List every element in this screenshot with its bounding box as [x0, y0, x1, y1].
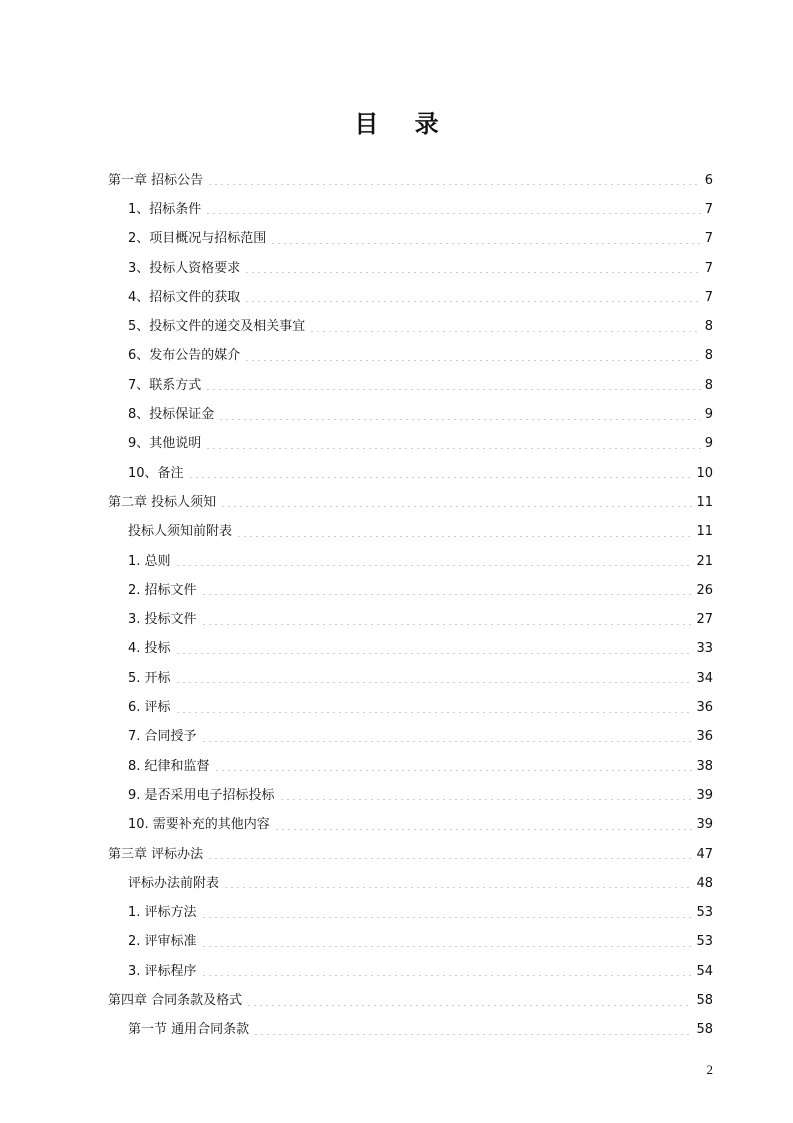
toc-entry-label: 第一章 招标公告: [108, 172, 204, 188]
toc-entry-page: 8: [704, 377, 713, 393]
toc-entry-page: 54: [696, 963, 713, 979]
toc-dot-leader: [175, 653, 693, 654]
toc-entry[interactable]: [128, 576, 713, 605]
toc-dot-leader: [236, 536, 692, 537]
toc-dot-leader: [309, 331, 700, 332]
toc-entry-label: 3. 投标文件: [128, 612, 197, 628]
toc-entry-label: 8. 纪律和监督: [128, 758, 210, 774]
toc-entry-page: 7: [704, 201, 713, 217]
toc-entry-label: 1. 评标方法: [128, 905, 197, 921]
toc-dot-leader: [175, 565, 693, 566]
toc-entry-page: 27: [696, 612, 713, 628]
toc-entry[interactable]: [108, 840, 713, 869]
toc-dot-leader: [244, 272, 700, 273]
toc-entry-page: 58: [696, 1022, 713, 1038]
toc-entry[interactable]: [128, 547, 713, 576]
toc-entry-label: 评标办法前附表: [128, 875, 220, 891]
toc-dot-leader: [205, 213, 700, 214]
toc-dot-leader: [207, 184, 701, 185]
toc-entry[interactable]: [128, 518, 713, 547]
toc-entry-page: 48: [696, 875, 713, 891]
toc-entry[interactable]: [128, 635, 713, 664]
toc-entry-page: 39: [696, 787, 713, 803]
toc-entry-page: 8: [704, 348, 713, 364]
toc-entry[interactable]: [128, 928, 713, 957]
toc-entry-label: 第三章 评标办法: [108, 846, 204, 862]
toc-entry-page: 34: [696, 670, 713, 686]
toc-dot-leader: [201, 975, 693, 976]
toc-entry-page: 8: [704, 319, 713, 335]
toc-dot-leader: [274, 829, 693, 830]
toc-entry-page: 58: [696, 993, 713, 1009]
toc-entry-page: 53: [696, 905, 713, 921]
toc-entry-label: 第四章 合同条款及格式: [108, 993, 243, 1009]
page-title: 目 录: [354, 110, 453, 138]
toc-entry[interactable]: [128, 606, 713, 635]
toc-entry-label: 7. 合同授予: [128, 729, 197, 745]
toc-entry[interactable]: [128, 313, 713, 342]
toc-entry-label: 第二章 投标人须知: [108, 494, 217, 510]
toc-entry[interactable]: [128, 430, 713, 459]
toc-entry-label: 9、其他说明: [128, 436, 202, 452]
toc-entry-label: 5. 开标: [128, 670, 171, 686]
toc-entry-label: 2. 招标文件: [128, 582, 197, 598]
toc-dot-leader: [214, 770, 693, 771]
toc-entry[interactable]: [128, 254, 713, 283]
toc-entry-page: 36: [696, 729, 713, 745]
toc-entry-label: 第一节 通用合同条款: [128, 1022, 250, 1038]
toc-dot-leader: [205, 448, 700, 449]
toc-entry[interactable]: [128, 899, 713, 928]
toc-entry[interactable]: [128, 400, 713, 429]
toc-entry-page: 47: [696, 846, 713, 862]
toc-entry[interactable]: [108, 166, 713, 195]
toc-entry-label: 2、项目概况与招标范围: [128, 231, 267, 247]
toc-dot-leader: [244, 360, 700, 361]
toc-entry-page: 21: [696, 553, 713, 569]
toc-dot-leader: [175, 682, 693, 683]
toc-dot-leader: [220, 506, 692, 507]
toc-entry-page: 9: [704, 436, 713, 452]
toc-dot-leader: [201, 624, 693, 625]
toc-entry[interactable]: [108, 986, 713, 1015]
toc-entry-label: 7、联系方式: [128, 377, 202, 393]
toc-dot-leader: [253, 1034, 692, 1035]
toc-entry-label: 1. 总则: [128, 553, 171, 569]
toc-entry[interactable]: [128, 811, 713, 840]
toc-entry[interactable]: [128, 957, 713, 986]
toc-dot-leader: [201, 917, 693, 918]
toc-entry-page: 38: [696, 758, 713, 774]
toc-entry-label: 3、投标人资格要求: [128, 260, 241, 276]
toc-entry-page: 7: [704, 231, 713, 247]
toc-entry-label: 4、招标文件的获取: [128, 289, 241, 305]
toc-entry-page: 10: [696, 465, 713, 481]
toc-entry[interactable]: [108, 488, 713, 517]
toc-entry[interactable]: [128, 723, 713, 752]
toc-dot-leader: [205, 389, 700, 390]
toc-entry[interactable]: [128, 342, 713, 371]
toc-entry-label: 9. 是否采用电子招标投标: [128, 787, 275, 803]
page-number: 2: [706, 1062, 713, 1077]
toc-entry-label: 投标人须知前附表: [128, 524, 233, 540]
toc-dot-leader: [188, 477, 693, 478]
toc-entry[interactable]: [128, 1016, 713, 1045]
toc-entry-label: 2. 评审标准: [128, 934, 197, 950]
toc-dot-leader: [246, 1005, 692, 1006]
toc-entry-label: 6、发布公告的媒介: [128, 348, 241, 364]
toc-entry-label: 10、备注: [128, 465, 184, 481]
toc-entry-page: 11: [696, 524, 713, 540]
toc-entry[interactable]: [128, 225, 713, 254]
toc-entry-label: 3. 评标程序: [128, 963, 197, 979]
toc-entry-page: 6: [704, 172, 713, 188]
toc-entry-label: 8、投标保证金: [128, 407, 215, 423]
toc-entry[interactable]: [128, 283, 713, 312]
toc-entry-page: 26: [696, 582, 713, 598]
toc-dot-leader: [244, 301, 700, 302]
toc-entry[interactable]: [128, 752, 713, 781]
toc-entry-label: 4. 投标: [128, 641, 171, 657]
toc-entry[interactable]: [128, 781, 713, 810]
toc-dot-leader: [223, 887, 692, 888]
toc-entry-page: 7: [704, 260, 713, 276]
toc-dot-leader: [218, 419, 700, 420]
toc-entry-label: 5、投标文件的递交及相关事宜: [128, 319, 306, 335]
toc-dot-leader: [270, 243, 700, 244]
toc-entry-page: 33: [696, 641, 713, 657]
toc-entry-page: 7: [704, 289, 713, 305]
toc-entry-page: 36: [696, 700, 713, 716]
toc-entry-label: 6. 评标: [128, 700, 171, 716]
toc-dot-leader: [201, 946, 693, 947]
toc-entry[interactable]: [128, 693, 713, 722]
toc-dot-leader: [201, 594, 693, 595]
toc-entry[interactable]: [128, 664, 713, 693]
toc-dot-leader: [175, 712, 693, 713]
toc-entry-label: 10. 需要补充的其他内容: [128, 817, 270, 833]
toc-entry-page: 9: [704, 407, 713, 423]
toc-dot-leader: [279, 799, 693, 800]
toc-entry[interactable]: [128, 371, 713, 400]
toc-dot-leader: [201, 741, 693, 742]
toc-entry-page: 11: [696, 494, 713, 510]
toc-entry-label: 1、招标条件: [128, 201, 202, 217]
toc-entry-page: 39: [696, 817, 713, 833]
toc-entry[interactable]: [128, 195, 713, 224]
toc-entry[interactable]: [128, 869, 713, 898]
toc-entry-page: 53: [696, 934, 713, 950]
toc-dot-leader: [207, 858, 692, 859]
toc-entry[interactable]: [128, 459, 713, 488]
